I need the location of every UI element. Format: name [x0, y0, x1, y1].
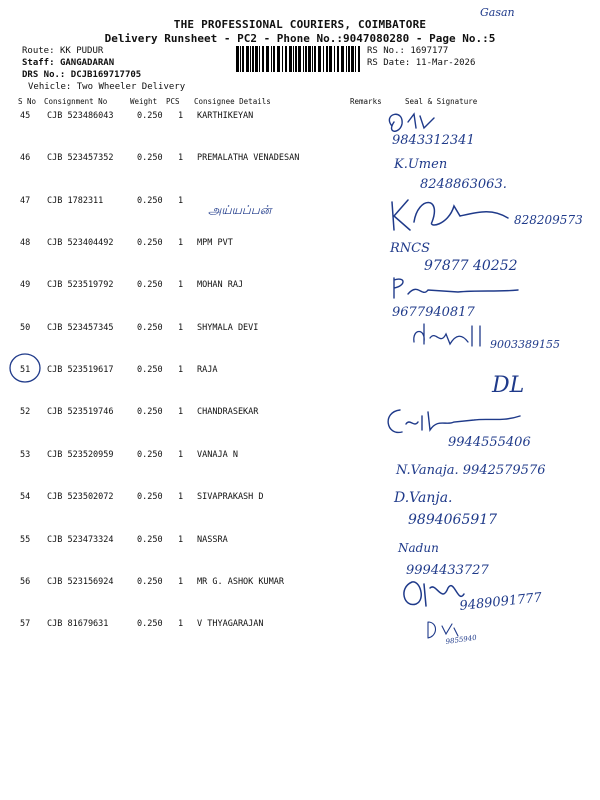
sno-cell: 46: [20, 153, 31, 164]
consignment-cell: CJB 523457352: [47, 153, 114, 164]
consignment-cell: CJB 523520959: [47, 449, 114, 460]
col-consignee: Consignee Details: [194, 97, 271, 106]
dl-mark-row-51: DL: [492, 373, 525, 398]
weight-cell: 0.250: [137, 407, 163, 418]
name-row-48: RNCS: [390, 241, 431, 256]
phone-row-49: 9677940817: [392, 305, 475, 320]
corner-handwriting: [478, 2, 558, 22]
consignee-cell: SHYMALA DEVI: [197, 322, 259, 333]
consignment-cell: CJB 523486043: [47, 111, 114, 121]
weight-cell: 0.250: [137, 153, 163, 164]
weight-cell: 0.250: [137, 576, 163, 587]
phone-row-56: 9489091777: [458, 590, 543, 614]
company-title: THE PROFESSIONAL COURIERS, COIMBATORE: [173, 18, 427, 31]
consignee-cell: MR G. ASHOK KUMAR: [197, 576, 284, 587]
weight-cell: 0.250: [137, 111, 163, 121]
consignee-cell: CHANDRASEKAR: [197, 407, 259, 418]
tamil-name-row-47: அய்யப்பன்: [208, 203, 272, 217]
pcs-cell: 1: [178, 365, 184, 376]
signature-row-56: [402, 574, 587, 618]
signature-row-47b: [388, 192, 593, 238]
col-remarks: Remarks: [350, 97, 382, 106]
consignment-cell: CJB 523156924: [47, 576, 114, 587]
phone-row-47: 828209573: [514, 213, 583, 227]
pcs-cell: 1: [178, 280, 184, 291]
corner-handwriting-text: Gasan: [480, 6, 515, 19]
rs-number: RS No.: 1697177: [367, 46, 449, 56]
consignee-cell: PREMALATHA VENADESAN: [197, 153, 300, 164]
sno-cell: 53: [20, 449, 31, 460]
weight-cell: 0.250: [137, 365, 163, 376]
staff-label: Staff:: [22, 58, 55, 68]
weight-cell: 0.250: [137, 619, 163, 630]
weight-cell: 0.250: [137, 449, 163, 460]
rs-date: RS Date: 11-Mar-2026: [367, 58, 476, 68]
pcs-cell: 1: [178, 619, 184, 630]
consignee-cell: MPM PVT: [197, 238, 233, 249]
signature-row-50: [410, 320, 595, 354]
consignee-cell: RAJA: [197, 365, 218, 376]
route-label: Route:: [22, 46, 55, 56]
signature-row-45: [380, 104, 520, 152]
sno-cell: 55: [20, 534, 31, 545]
col-weight: Weight: [130, 97, 158, 106]
sno-cell: 52: [20, 407, 31, 418]
weight-cell: 0.250: [137, 492, 163, 503]
weight-cell: 0.250: [137, 322, 163, 333]
col-consignment: Consignment No: [44, 97, 108, 106]
pcs-cell: 1: [178, 449, 184, 460]
consignment-cell: CJB 523457345: [47, 322, 114, 333]
phone-row-57: 9855940: [445, 633, 478, 646]
pcs-cell: 1: [178, 534, 184, 545]
staff-value: GANGADARAN: [59, 58, 115, 68]
phone-row-48: 97877 40252: [424, 258, 518, 274]
signature-row-54: [392, 486, 572, 532]
phone-row-55: 9994433727: [406, 563, 489, 578]
pcs-cell: 1: [178, 576, 184, 587]
weight-cell: 0.250: [137, 534, 163, 545]
signature-row-53: [394, 456, 599, 482]
col-sno: S No: [18, 97, 37, 106]
sno-cell: 50: [20, 322, 31, 333]
name-row-54: D.Vanja.: [394, 490, 453, 506]
sno-cell: 45: [20, 111, 31, 121]
consignment-cell: CJB 1782311: [47, 195, 104, 206]
consignment-cell: CJB 523519617: [47, 365, 114, 376]
staff-line: [22, 58, 114, 68]
sno-cell: 56: [20, 576, 31, 587]
col-seal-signature: Seal & Signature: [405, 97, 478, 106]
consignee-cell: SIVAPRAKASH D: [197, 492, 264, 503]
vehicle-line: Vehicle: Two Wheeler Delivery: [28, 82, 186, 92]
sno-cell: 48: [20, 238, 31, 249]
signature-row-47: [206, 196, 326, 222]
text-row-53: N.Vanaja. 9942579576: [396, 463, 546, 478]
weight-cell: 0.250: [137, 238, 163, 249]
phone-row-45: 9843312341: [392, 133, 475, 148]
col-pcs: PCS: [166, 97, 180, 106]
signature-row-57: [424, 616, 544, 652]
phone-row-52: 9944555406: [448, 435, 531, 450]
consignment-cell: CJB 523519746: [47, 407, 114, 418]
drs-value: DCJB169717705: [70, 70, 142, 80]
phone-row-50: 9003389155: [490, 338, 560, 351]
signature-row-52: [384, 404, 574, 452]
sno-cell: 57: [20, 619, 31, 630]
drs-label: DRS No.:: [22, 70, 66, 80]
barcode: [236, 46, 362, 74]
consignment-cell: CJB 523519792: [47, 280, 114, 291]
pcs-cell: 1: [178, 153, 184, 164]
consignment-cell: CJB 81679631: [47, 619, 109, 630]
sno-cell: 47: [20, 195, 31, 206]
consignee-cell: VANAJA N: [197, 449, 238, 460]
drs-line: [22, 70, 141, 80]
consignment-cell: CJB 523404492: [47, 238, 114, 249]
runsheet-title: Delivery Runsheet - PC2 - Phone No.:9047080280 - Page No.:5: [104, 32, 496, 45]
route-line: [22, 46, 103, 56]
pcs-cell: 1: [178, 322, 184, 333]
consignee-cell: KARTHIKEYAN: [197, 111, 254, 121]
pcs-cell: 1: [178, 238, 184, 249]
consignment-cell: CJB 523502072: [47, 492, 114, 503]
weight-cell: 0.250: [137, 195, 163, 206]
name-row-46: K.Umen: [394, 157, 448, 172]
pcs-cell: 1: [178, 492, 184, 503]
circle-mark: [8, 352, 44, 386]
phone-row-54: 9894065917: [408, 512, 498, 528]
weight-cell: 0.250: [137, 280, 163, 291]
pcs-cell: 1: [178, 195, 184, 206]
sno-cell: 51: [20, 365, 31, 376]
consignment-cell: CJB 523473324: [47, 534, 114, 545]
consignee-cell: V THYAGARAJAN: [197, 619, 264, 630]
route-value: KK PUDUR: [59, 46, 104, 56]
consignee-cell: NASSRA: [197, 534, 228, 545]
pcs-cell: 1: [178, 111, 184, 121]
name-row-55: Nadun: [398, 541, 439, 555]
signature-row-49: [388, 272, 548, 320]
signature-row-51: [470, 364, 550, 400]
phone-row-46: 8248863063.: [420, 177, 507, 192]
pcs-cell: 1: [178, 407, 184, 418]
sno-cell: 54: [20, 492, 31, 503]
consignee-cell: MOHAN RAJ: [197, 280, 244, 291]
sno-cell: 49: [20, 280, 31, 291]
